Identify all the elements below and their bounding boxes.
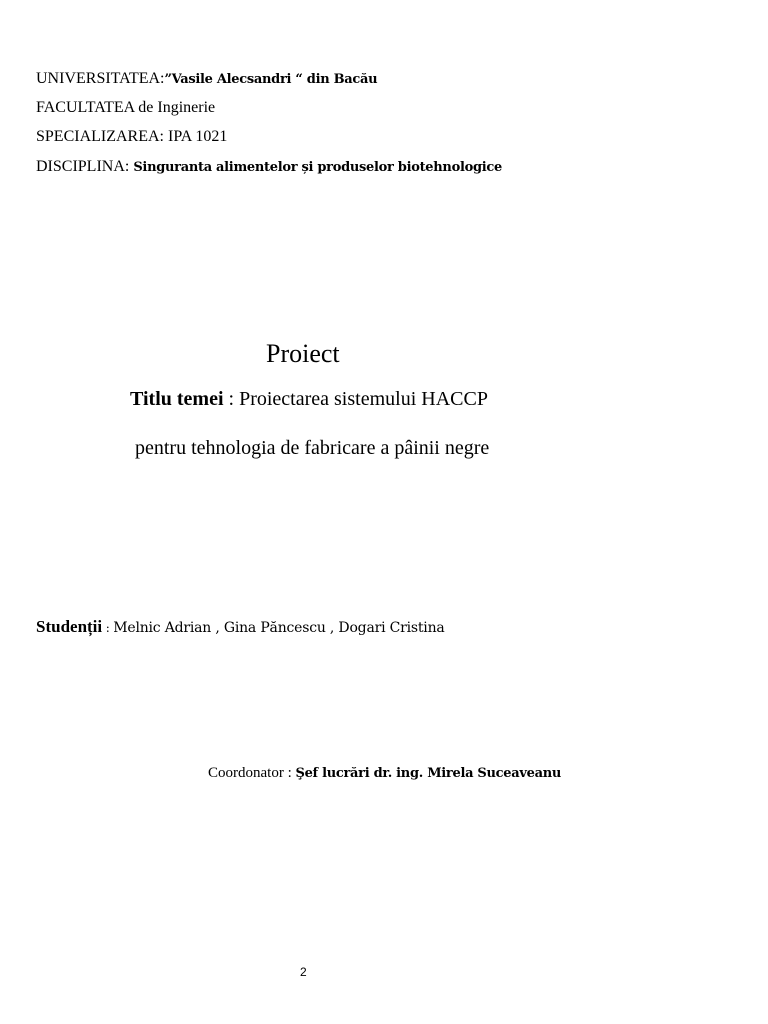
tema-label: Titlu temei xyxy=(130,388,224,410)
specializarea-line xyxy=(36,127,227,147)
tema-text-1: Proiectarea sistemului HACCP xyxy=(239,388,488,410)
tema-line-2: pentru tehnologia de fabricare a pâinii negre xyxy=(135,437,490,459)
universitatea-line xyxy=(36,69,377,90)
universitatea-value: ”Vasile Alecsandri “ din Bacău xyxy=(164,72,378,87)
coordinator-name: Şef lucrări dr. ing. Mirela Suceaveanu xyxy=(295,766,562,781)
students-names: Melnic Adrian , Gina Păncescu , Dogari Cristina xyxy=(113,620,445,636)
students-separator: : xyxy=(102,621,114,635)
tema-separator: : xyxy=(223,388,240,410)
disciplina-value: Singuranta alimentelor și produselor biotehnologice xyxy=(133,160,502,175)
universitatea-label: UNIVERSITATEA: xyxy=(36,70,165,87)
tema-line-1 xyxy=(130,386,488,412)
disciplina-label: DISCIPLINA: xyxy=(36,158,134,175)
students-line xyxy=(36,616,445,639)
project-title: Proiect xyxy=(266,339,340,368)
disciplina-line xyxy=(36,157,502,178)
page-number: 2 xyxy=(300,965,307,979)
specializarea-text: SPECIALIZAREA: IPA 1021 xyxy=(36,128,228,145)
coordinator-label: Coordonator : xyxy=(208,765,296,781)
coordinator-line xyxy=(208,763,561,784)
facultatea-value: de Inginerie xyxy=(134,99,216,116)
students-label: Studenții xyxy=(36,617,103,636)
facultatea-label: FACULTATEA xyxy=(36,99,135,116)
facultatea-line xyxy=(36,98,215,118)
